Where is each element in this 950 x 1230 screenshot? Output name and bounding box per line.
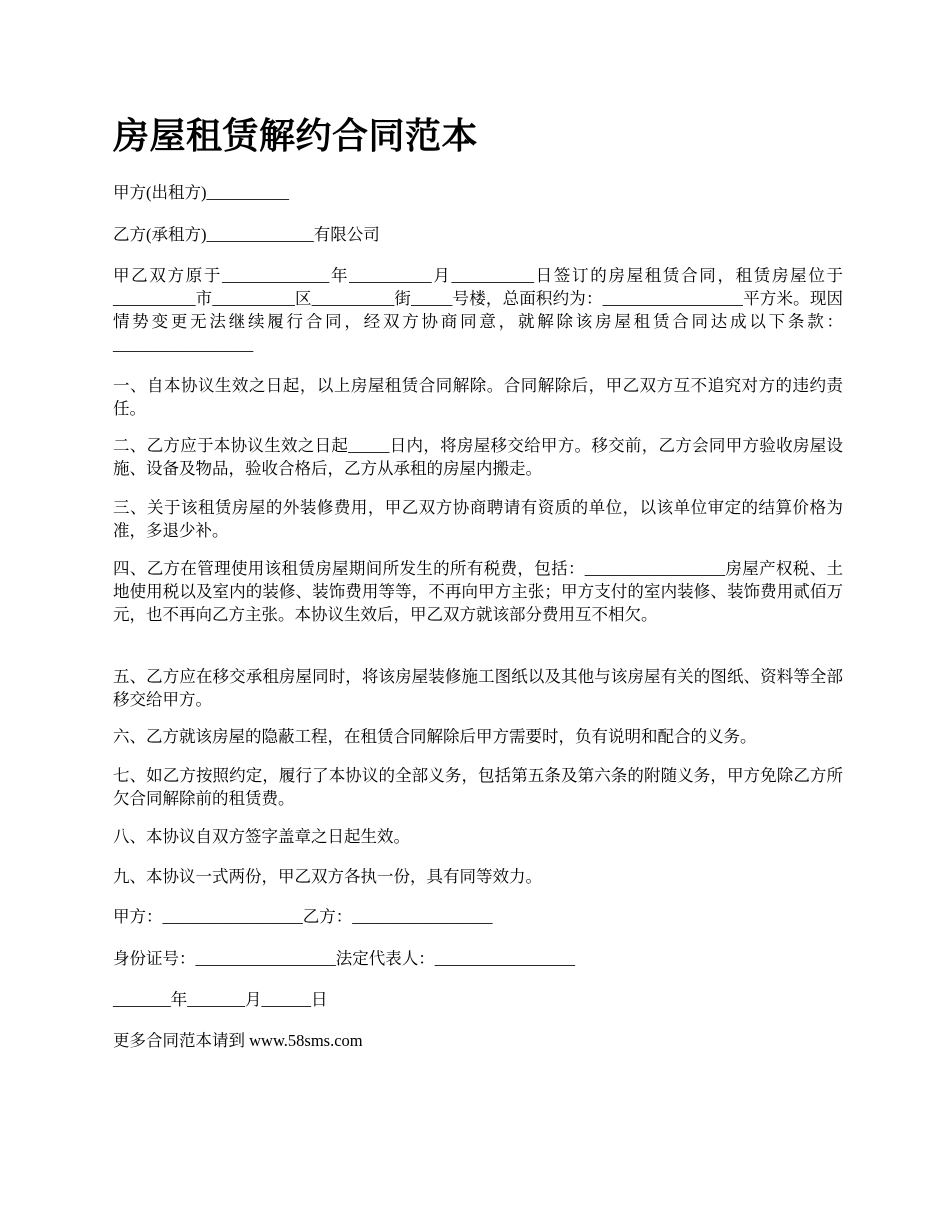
party-a-line: 甲方(出租方)__________ xyxy=(113,183,289,202)
party-b-line: 乙方(承租方)_____________有限公司 xyxy=(113,225,380,244)
intro-paragraph: 甲乙双方原于_____________年__________月__________日签订的房屋租赁合同，租赁房屋位于__________市__________区__________街_____号楼，总面积约为：_________________平方米。现因情势变更无法继续履行合同，经双方协商同意，就解除该房屋租赁合同达成以下条款：_________________ xyxy=(113,266,843,354)
clause-9: 九、本协议一式两份，甲乙双方各执一份，具有同等效力。 xyxy=(113,867,542,886)
clause-1: 一、自本协议生效之日起，以上房屋租赁合同解除。合同解除后，甲乙双方互不追究对方的违约责任。 xyxy=(113,376,843,418)
date-line: _______年_______月______日 xyxy=(113,990,328,1009)
clause-2: 二、乙方应于本协议生效之日起_____日内，将房屋移交给甲方。移交前，乙方会同甲方验收房屋设施、设备及物品，验收合格后，乙方从承租的房屋内搬走。 xyxy=(113,436,843,478)
clause-7: 七、如乙方按照约定，履行了本协议的全部义务，包括第五条及第六条的附随义务，甲方免除乙方所欠合同解除前的租赁费。 xyxy=(113,766,843,808)
id-line: 身份证号：_________________法定代表人：_________________ xyxy=(113,949,575,968)
clause-3: 三、关于该租赁房屋的外装修费用，甲乙双方协商聘请有资质的单位，以该单位审定的结算价格为准，多退少补。 xyxy=(113,498,843,540)
footer-link-text: 更多合同范本请到 www.58sms.com xyxy=(113,1031,363,1050)
clause-5: 五、乙方应在移交承租房屋同时，将该房屋装修施工图纸以及其他与该房屋有关的图纸、资料等全部移交给甲方。 xyxy=(113,667,843,709)
signature-line: 甲方：_________________乙方：_________________ xyxy=(113,907,493,926)
clause-8: 八、本协议自双方签字盖章之日起生效。 xyxy=(113,827,410,846)
clause-6: 六、乙方就该房屋的隐蔽工程，在租赁合同解除后甲方需要时，负有说明和配合的义务。 xyxy=(113,727,757,746)
clause-4: 四、乙方在管理使用该租赁房屋期间所发生的所有税费，包括：_________________房屋产权税、土地使用税以及室内的装修、装饰费用等等，不再向甲方主张；甲方支付的室内装修、装饰费用贰佰万元，也不再向乙方主张。本协议生效后，甲乙双方就该部分费用互不相欠。 xyxy=(113,559,843,624)
document-title: 房屋租赁解约合同范本 xyxy=(113,116,479,156)
